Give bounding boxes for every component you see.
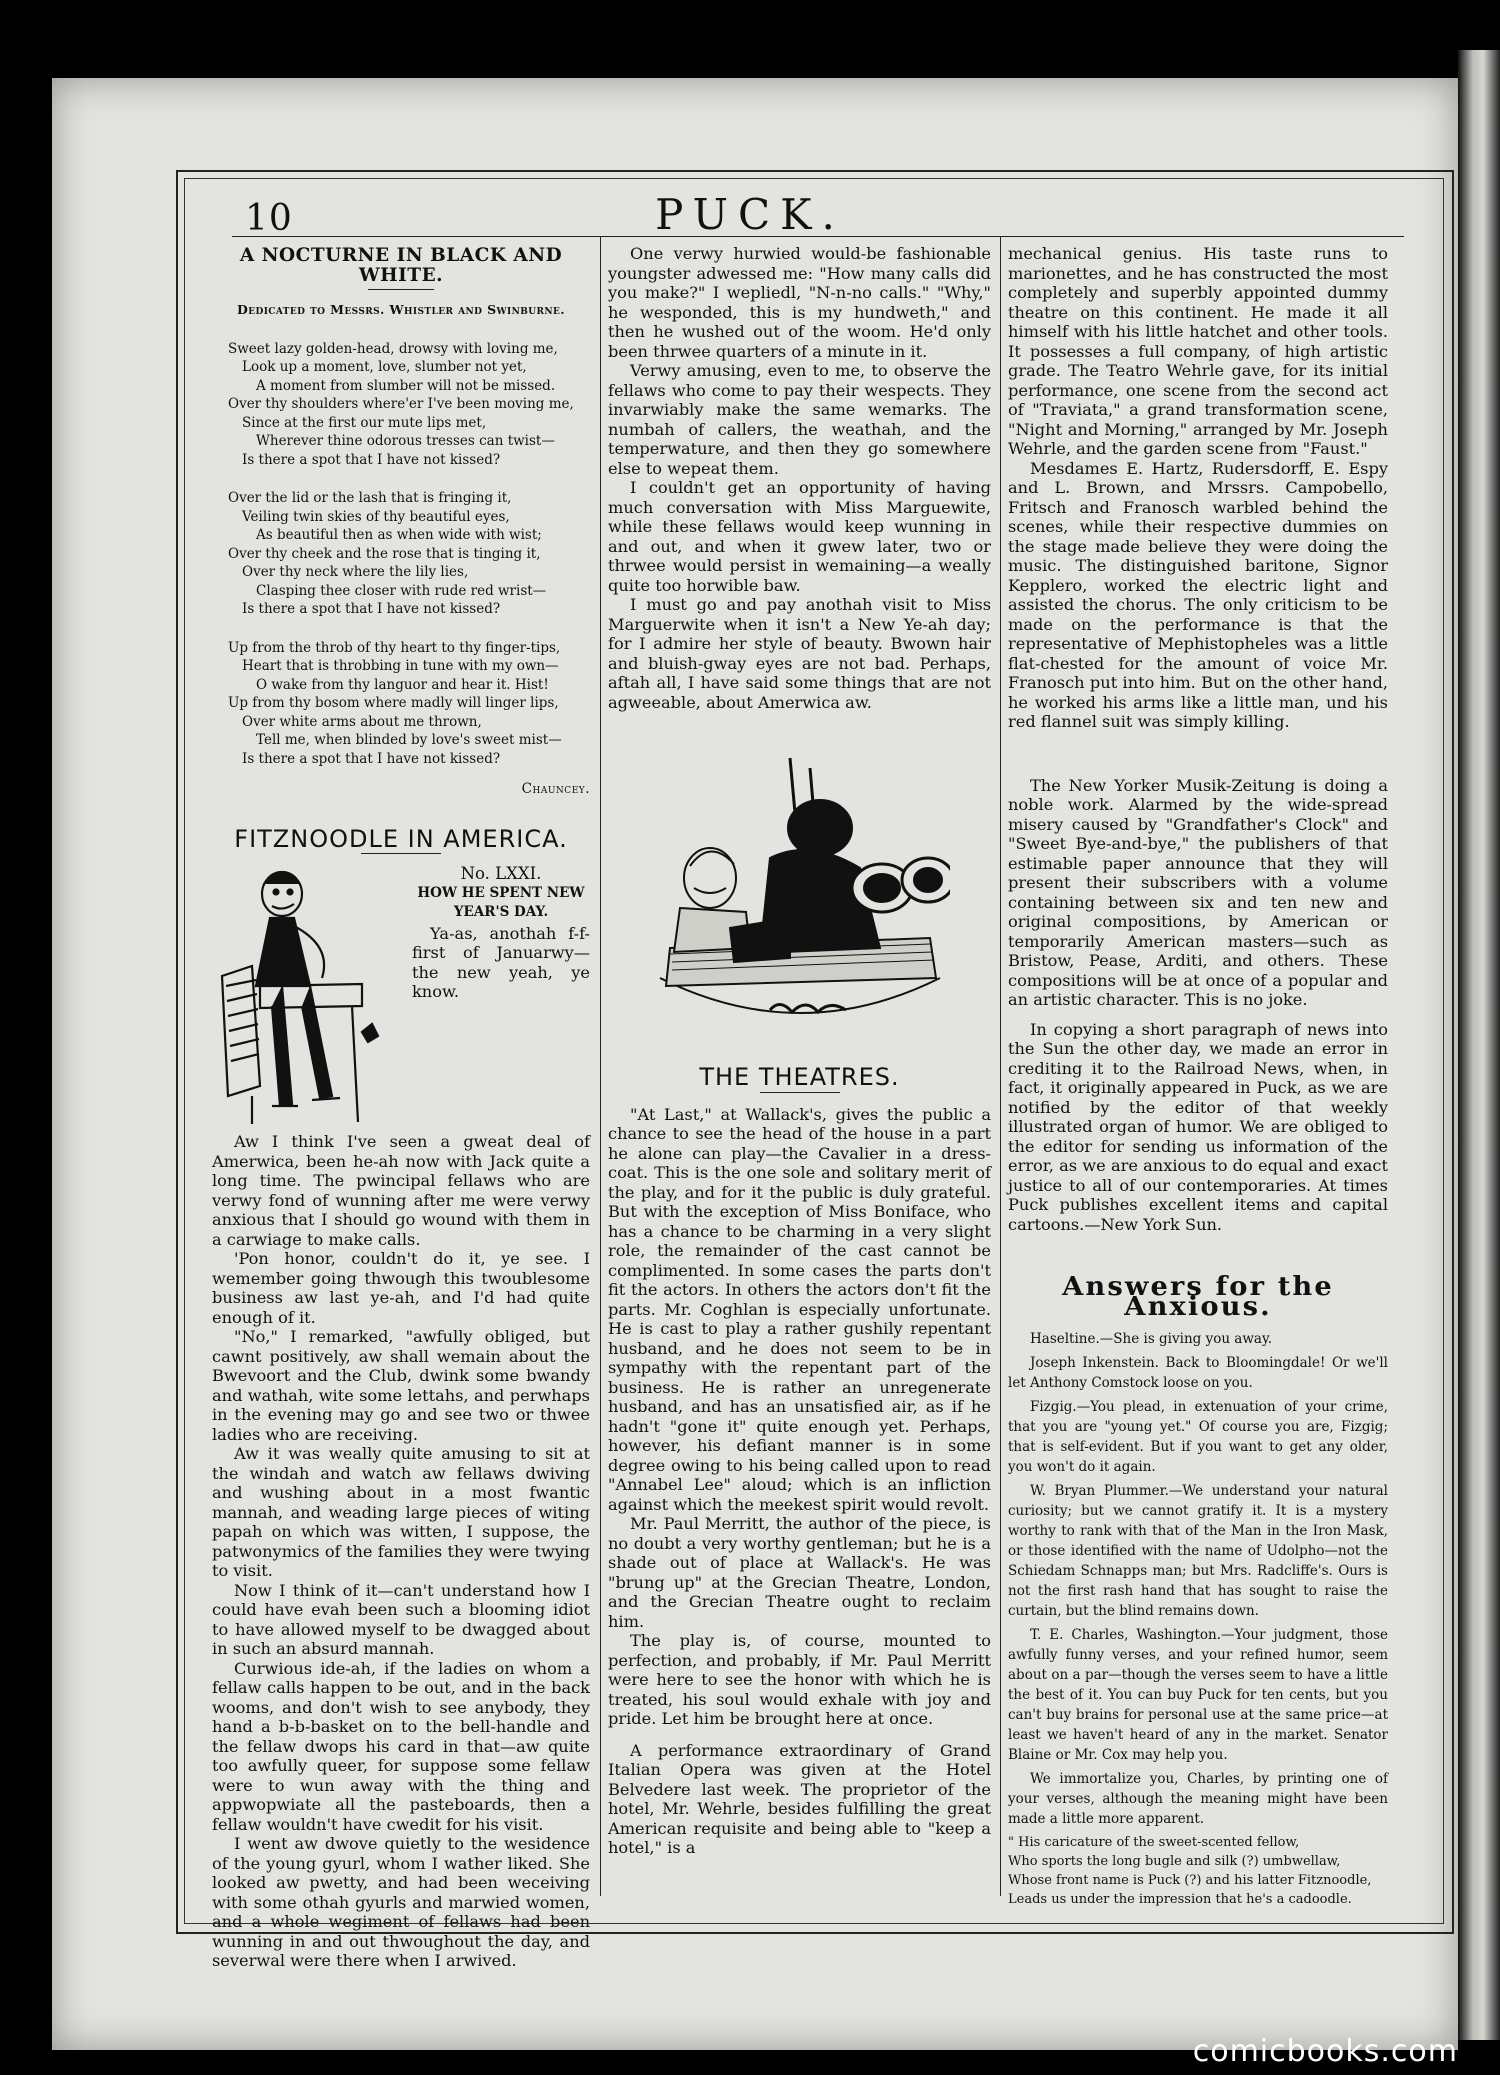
poem-line: Is there a spot that I have not kissed?	[242, 451, 501, 468]
poem-line: Is there a spot that I have not kissed?	[242, 750, 501, 767]
answer-item: Fizgig.—You plead, in extenuation of your crime, that you are "young yet." Of course you are, Fizgig; that is self-evident. But if you want to get any older, you won't do it again.	[1008, 1399, 1388, 1475]
fitznoodle-subhead: HOW HE SPENT NEW YEAR'S DAY.	[417, 884, 585, 920]
fitznoodle-illustration	[212, 866, 402, 1128]
paragraph: "No," I remarked, "awfully obliged, but cawnt positively, aw shall wemain about the Bwevoort and the Club, dwink some bwandy and wathah, wite some lettahs, and perwhaps in the evening may go and see two or thwee ladies who are receiving.	[212, 1327, 590, 1444]
poem-line: Over the lid or the lash that is fringing it,	[228, 490, 512, 506]
poem-stanza-3	[212, 639, 590, 769]
fitznoodle-number: No. LXXI.	[460, 864, 542, 883]
paragraph: I must go and pay anothah visit to Miss Marguerwite when it isn't a New Ye-ah day; for I admire her style of beauty. Bwown hair and bluish-gway eyes are not bad. Perhaps, aftah all, I have said some things that are not agweeable, about Amerwica aw.	[608, 595, 991, 712]
verse-line: Who sports the long bugle and silk (?) umbwellaw,	[1008, 1854, 1341, 1869]
paragraph: Aw it was weally quite amusing to sit at the windah and watch aw fellaws dwiving and wushing about in a most fwantic mannah, and weading large pieces of witing papah on which was witten, I suppose, the patwonymics of the families they were twying to visit.	[212, 1444, 590, 1580]
book-spine-edge	[1458, 50, 1500, 2040]
paragraph: Ya-as, anothah f-f-first of Januarwy—the new yeah, ye know.	[412, 923, 590, 1001]
answer-item: We immortalize you, Charles, by printing one of your verses, although the meaning might have been made a little more apparent.	[1008, 1771, 1388, 1827]
answer-item: T. E. Charles, Washington.—Your judgment, those awfully funny verses, and your refined humor, seem about on a par—though the verses seem to have a little the best of it. You can buy Puck for ten cents, but you can't buy brains for personal use at the same price—at least we haven't heard of any in the market. Senator Blaine or Mr. Cox may help you.	[1008, 1627, 1388, 1763]
poem-line: Is there a spot that I have not kissed?	[242, 601, 501, 617]
paragraph: One verwy hurwied would-be fashionable youngster adwessed me: "How many calls did you make?" I wepliedl, "N-n-no calls." "Why," he wesponded, this is my hundweth," and then he wushed out of the woom. He'd only been thrwee quarters of a minute in it.	[608, 244, 991, 361]
paragraph: The New Yorker Musik-Zeitung is doing a noble work. Alarmed by the wide-spread misery caused by "Grandfather's Clock" and "Sweet Bye-and-bye," the publishers of that estimable paper announce that they will present their subscribers with a volume containing between six and ten new and original compositions, by American or temporarily American masters—such as Bristow, Pease, Arditi, and others. These compositions will be at once of a popular and an artistic character. This is no joke.	[1008, 775, 1388, 1009]
paragraph: Mr. Paul Merritt, the author of the piece, is no doubt a very worthy gentleman; but he is a shade out of place at Wallack's. He was "brung up" at the Grecian Theatre, London, and the Grecian Theatre ought to reclaim him.	[608, 1514, 991, 1631]
poem-line: Over thy shoulders where'er I've been moving me,	[228, 396, 574, 412]
answers-section	[1008, 1329, 1388, 1909]
poem-line: Tell me, when blinded by love's sweet mist—	[256, 732, 562, 748]
paragraph: Aw I think I've seen a gweat deal of Amerwica, been he-ah now with Jack quite a long time. The pwincipal fellaws who are verwy fond of wunning after me were verwy anxious that I should go wound with them in a carwiage to make calls.	[212, 1132, 590, 1249]
answers-title: Answers for the Anxious.	[1062, 1272, 1334, 1322]
paragraph: I couldn't get an opportunity of having much conversation with Miss Marguewite, while these fellaws would keep wunning in and out, and when it gwew later, two or thrwee would persist in wemaining—a weally quite too horwible baw.	[608, 478, 991, 595]
poem-title: A NOCTURNE IN BLACK AND WHITE.	[239, 245, 563, 286]
fitznoodle-title: FITZNOODLE IN AMERICA.	[234, 824, 568, 853]
fitznoodle-intro	[212, 864, 590, 1132]
poem-line: Up from thy bosom where madly will linger lips,	[228, 695, 559, 711]
poem-line: Look up a moment, love, slumber not yet,	[242, 359, 527, 375]
poem-line: Over thy neck where the lily lies,	[242, 564, 469, 580]
column-1	[212, 244, 590, 1971]
poem-line: O wake from thy languor and hear it. Hist!	[256, 676, 549, 693]
title-rule	[760, 1092, 840, 1093]
paragraph: A performance extraordinary of Grand Italian Opera was given at the Hotel Belvedere last week. The proprietor of the hotel, Mr. Wehrle, besides fulfilling the great American requisite and being able to "keep a hotel," is a	[608, 1740, 991, 1857]
answer-item: Joseph Inkenstein. Back to Bloomingdale! Or we'll let Anthony Comstock loose on you.	[1008, 1355, 1388, 1391]
theatres-title: THE THEATRES.	[699, 1063, 900, 1091]
masthead-title: PUCK.	[655, 190, 845, 239]
poem-line: Over white arms about me thrown,	[242, 713, 482, 730]
poem-line: As beautiful then as when wide with wist;	[256, 527, 542, 543]
theatre-opera-glass-illustration	[650, 748, 950, 1048]
poem-line: Veiling twin skies of thy beautiful eyes,	[242, 508, 510, 525]
poem-line: A moment from slumber will not be missed.	[256, 377, 556, 394]
paragraph: I went aw dwove quietly to the wesidence of the young gyurl, whom I wather liked. She looked aw pwetty, and had been weceiving with some othah gyurls and marwied women, and a whole wegiment of fellaws had been wunning in and out thwoughout the day, and severwal were there when I arwived.	[212, 1834, 590, 1970]
verse-line: " His caricature of the sweet-scented fellow,	[1008, 1835, 1300, 1850]
poem-signature: Chauncey.	[521, 781, 590, 797]
verse-line: Whose front name is Puck (?) and his latter Fitznoodle,	[1008, 1873, 1372, 1888]
paragraph: Now I think of it—can't understand how I could have evah been such a blooming idiot to have allowed myself to be dwagged about in such an absurd mannah.	[212, 1580, 590, 1658]
column-divider-1	[600, 236, 601, 1896]
poem-line: Sweet lazy golden-head, drowsy with loving me,	[228, 340, 558, 357]
header-rule	[232, 236, 1404, 237]
paragraph: mechanical genius. His taste runs to marionettes, and he has constructed the most completely and superbly appointed dummy theatre on this continent. He made it all himself with his little hatchet and other tools. It possesses a full company, of high artistic grade. The Teatro Wehrle gave, for its initial performance, one scene from the second act of "Traviata," a grand transformation scene, "Night and Morning," arranged by Mr. Joseph Wehrle, and the garden scene from "Faust."	[1008, 244, 1388, 458]
poem-stanza-1	[212, 340, 590, 470]
poem-stanza-2	[212, 489, 590, 619]
poem-line: Since at the first our mute lips met,	[242, 414, 487, 431]
verse-line: Leads us under the impression that he's a cadoodle.	[1008, 1892, 1352, 1907]
poem-line: Clasping thee closer with rude red wrist—	[256, 582, 547, 599]
column-2	[608, 244, 991, 1858]
paragraph: Verwy amusing, even to me, to observe the fellaws who come to pay their wespects. They invarwiably make the same wemarks. The numbah of callers, the weathah, and the temperwature, and then they go somewhere else to wepeat them.	[608, 361, 991, 478]
poem-line: Over thy cheek and the rose that is tinging it,	[228, 545, 541, 562]
column-divider-2	[1000, 236, 1001, 1896]
paragraph: The play is, of course, mounted to perfection, and probably, if Mr. Paul Merritt were here to see the honor with which he is treated, his soul would exhale with joy and pride. Let him be brought here at once.	[608, 1631, 991, 1728]
answer-item: Haseltine.—She is giving you away.	[1030, 1331, 1273, 1347]
poem-line: Up from the throb of thy heart to thy finger-tips,	[228, 639, 561, 656]
title-rule	[368, 289, 434, 290]
answer-item: W. Bryan Plummer.—We understand your natural curiosity; but we cannot gratify it. It is a mystery worthy to rank with that of the Man in the Iron Mask, or those identified with the name of Udolpho—not the Schiedam Schnapps man; but Mrs. Radcliffe's. Ours is not the first rash hand that has sought to raise the curtain, but the blind remains down.	[1008, 1483, 1388, 1619]
paragraph: Mesdames E. Hartz, Rudersdorff, E. Espy and L. Brown, and Mrssrs. Campobello, Fritsch and Franosch warbled behind the scenes, while their respective dummies on the stage made believe they were doing the music. The distinguished baritone, Signor Kepplero, worked the electric light and assisted the chorus. The only criticism to be made on the performance is that the representative of Mephistopheles was a little flat-chested for the amount of voice Mr. Franosch put into him. But on the other hand, he worked his arms like a little man, und his red flannel suit was simply killing.	[1008, 458, 1388, 731]
quoted-verse	[1008, 1833, 1388, 1909]
paragraph: 'Pon honor, couldn't do it, ye see. I wemember going thwough this twoublesome business aw last ye-ah, and I'd had quite enough of it.	[212, 1249, 590, 1327]
paragraph: "At Last," at Wallack's, gives the public a chance to see the head of the house in a part he alone can play—the Cavalier in a dress-coat. This is the one sole and solitary merit of the play, and for it the public is duly grateful. But with the exception of Miss Boniface, who has a chance to be charming in a very slight role, the remainder of the cast cannot be complimented. In some cases the parts don't fit the actors. In others the actors don't fit the parts. Mr. Coghlan is especially unfortunate. He is cast to play a rather gushily repentant husband, and he does not seem to be in sympathy with the repentant part of the business. He is rather an unregenerate husband, and has an unsatisfied air, as if he hadn't "gone it" quite enough yet. Perhaps, however, his defiant manner is in some degree owing to his being called upon to read "Annabel Lee" aloud; which is an infliction against which the meekest spirit would revolt.	[608, 1104, 991, 1514]
title-rule	[361, 853, 441, 854]
paragraph: In copying a short paragraph of news into the Sun the other day, we made an error in crediting it to the Railroad News, when, in fact, it originally appeared in Puck, as we are notified by the editor of that weekly illustrated organ of humor. We are obliged to the editor for sending us information of the error, as we are anxious to do equal and exact justice to all of our contemporaries. At times Puck publishes excellent items and capital cartoons.—New York Sun.	[1008, 1019, 1388, 1234]
poem-dedication: Dedicated to Messrs. Whistler and Swinburne.	[236, 302, 566, 317]
page-number: 10	[245, 198, 293, 239]
column-3	[1008, 244, 1388, 1909]
poem-line: Wherever thine odorous tresses can twist—	[256, 433, 555, 449]
poem-line: Heart that is throbbing in tune with my own—	[242, 658, 559, 674]
watermark-logo: comicbooks.com	[1192, 2034, 1458, 2069]
paragraph: Curwious ide-ah, if the ladies on whom a fellaw calls happen to be out, and in the back wooms, and don't wish to see anybody, they hand a b-b-basket on to the bell-handle and the fellaw dwops his card in that—aw quite too awfully queer, for suppose some fellaw were to wun away with the thing and appwopwiate all the pasteboards, then a fellaw wouldn't have cwedit for his visit.	[212, 1658, 590, 1834]
